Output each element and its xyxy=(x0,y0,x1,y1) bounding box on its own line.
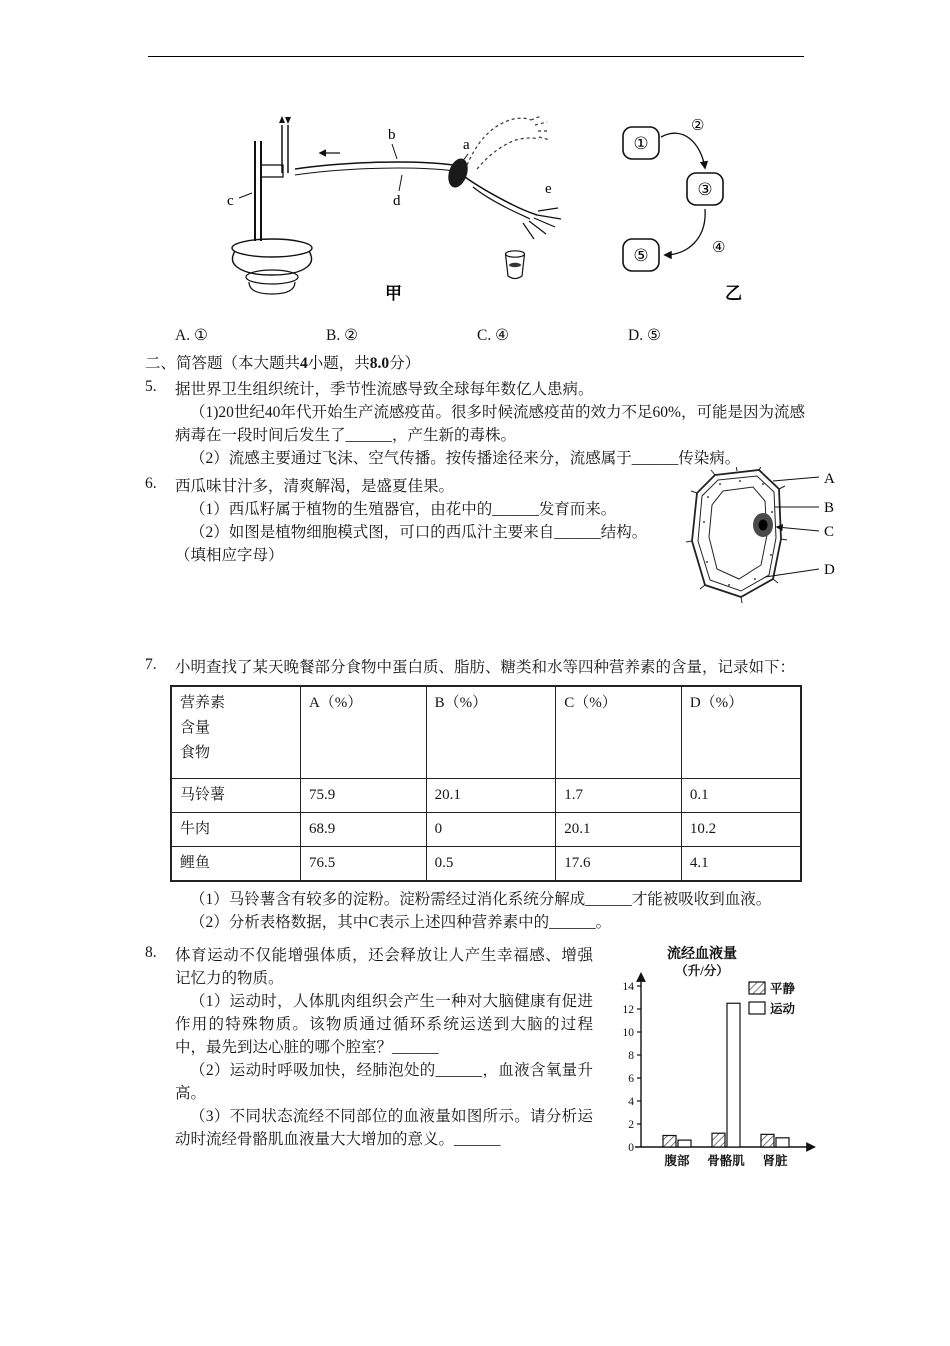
svg-text:骨骼肌: 骨骼肌 xyxy=(707,1153,745,1168)
q6-figure xyxy=(685,467,847,610)
page-content xyxy=(145,57,835,1187)
question-8-part3: （3）不同状态流经不同部位的血液量如图所示。请分析运动时流经骨骼肌血液量大大增加的意义。______ xyxy=(175,1107,593,1148)
label-c: c xyxy=(227,193,234,209)
table-corner-cell xyxy=(171,686,300,778)
flow-node-3: ③ xyxy=(697,180,713,199)
label-jia: 甲 xyxy=(385,284,402,303)
column-header-a: A（%） xyxy=(300,686,426,778)
question-6 xyxy=(145,471,835,610)
svg-text:0: 0 xyxy=(628,1141,634,1154)
svg-text:2: 2 xyxy=(628,1118,634,1131)
corner-line-2: 含量 xyxy=(180,720,211,736)
leader-lines xyxy=(765,477,819,577)
table-cell: 0.1 xyxy=(681,778,801,812)
table-cell: 76.5 xyxy=(300,846,426,881)
section-2-heading xyxy=(145,351,805,373)
corner-line-1: 营养素 xyxy=(180,695,226,711)
question-8-stem: 体育运动不仅能增强体质，还会释放让人产生幸福感、增强记忆力的物质。 xyxy=(175,946,593,987)
question-6-stem: 西瓜味甘汁多，清爽解渴，是盛夏佳果。 xyxy=(175,478,455,495)
svg-text:14: 14 xyxy=(622,980,634,993)
svg-text:运动: 运动 xyxy=(770,1001,796,1016)
question-6-number: 6. xyxy=(145,475,157,492)
dashed-arm-outline xyxy=(467,116,550,169)
question-7-body xyxy=(175,656,805,934)
table-cell: 20.1 xyxy=(556,812,682,846)
table-cell: 20.1 xyxy=(426,778,556,812)
section-question-count: 4 xyxy=(300,355,308,372)
svg-text:12: 12 xyxy=(622,1003,634,1016)
question-7-part2: （2）分析表格数据，其中C表示上述四种营养素中的______。 xyxy=(190,913,612,931)
svg-text:（升/分）: （升/分） xyxy=(675,963,729,978)
question-6-body xyxy=(175,471,835,610)
svg-text:8: 8 xyxy=(628,1049,634,1062)
question-8-part1: （1）运动时，人体肌肉组织会产生一种对大脑健康有促进作用的特殊物质。该物质通过循环系统运送到大脑的过程中，最先到达心脏的哪个腔室？______ xyxy=(175,992,593,1056)
section-heading-suffix: 分） xyxy=(389,355,421,372)
question-5-stem: 据世界卫生组织统计，季节性流感导致全球每年数亿人患病。 xyxy=(175,381,594,398)
question-5-number: 5. xyxy=(145,378,157,395)
table-cell: 4.1 xyxy=(681,846,801,881)
svg-text:10: 10 xyxy=(622,1026,634,1039)
label-b: b xyxy=(388,127,396,143)
cell-label-c: C xyxy=(824,524,835,540)
option-a: A. ① xyxy=(175,327,208,344)
nutrition-table xyxy=(170,685,802,882)
table-cell: 1.7 xyxy=(556,778,682,812)
column-header-c: C（%） xyxy=(556,686,682,778)
question-5 xyxy=(145,378,805,470)
option-c: C. ④ xyxy=(477,327,509,344)
cell-hairs xyxy=(686,467,787,603)
question-5-part1: （1)20世纪40年代开始生产流感疫苗。很多时候流感疫苗的效力不足60%，可能是因为流感病毒在一段时间后发生了______，产生新的毒株。 xyxy=(175,404,805,444)
section-heading-mid: 小题，共 xyxy=(307,355,370,372)
muscle xyxy=(445,156,471,190)
option-b: B. ② xyxy=(326,327,358,344)
table-row xyxy=(171,846,801,881)
question-5-part2: （2）流感主要通过飞沫、空气传播。按传播途径来分，流感属于______传染病。 xyxy=(190,450,741,467)
question4-figure xyxy=(225,113,805,316)
svg-text:流经血液量: 流经血液量 xyxy=(667,946,737,962)
table-cell: 68.9 xyxy=(300,812,426,846)
question-6-note: （填相应字母） xyxy=(175,547,284,564)
svg-text:腹部: 腹部 xyxy=(664,1153,690,1168)
blood-flow-chart xyxy=(599,942,831,1182)
section-score: 8.0 xyxy=(369,355,390,372)
flow-node-5: ⑤ xyxy=(633,246,649,265)
question-5-body xyxy=(175,378,805,470)
svg-text:平静: 平静 xyxy=(770,981,796,996)
table-cell: 0.5 xyxy=(426,846,556,881)
column-header-b: B（%） xyxy=(426,686,556,778)
question-8-body xyxy=(175,944,805,1187)
table-cell: 0 xyxy=(426,812,556,846)
q8-chart-figure xyxy=(599,942,831,1187)
flow-node-1: ① xyxy=(633,134,649,153)
cell-label-b: B xyxy=(824,500,835,516)
table-row xyxy=(171,778,801,812)
option-d: D. ⑤ xyxy=(628,327,661,344)
question-8 xyxy=(145,944,805,1187)
column-header-d: D（%） xyxy=(681,686,801,778)
reflex-apparatus-and-flowchart-diagram xyxy=(225,113,805,311)
flow-arrow-label-2: ② xyxy=(691,118,705,134)
table-header-row xyxy=(171,686,801,778)
food-name: 牛肉 xyxy=(171,812,300,846)
label-e: e xyxy=(545,181,552,197)
question-6-part1: （1）西瓜籽属于植物的生殖器官，由花中的______发育而来。 xyxy=(190,501,617,518)
svg-text:6: 6 xyxy=(628,1072,634,1085)
section-heading-prefix: 二、简答题（本大题共 xyxy=(145,355,301,372)
table-cell: 17.6 xyxy=(556,846,682,881)
svg-text:4: 4 xyxy=(628,1095,634,1108)
nerve-line xyxy=(239,144,468,198)
flow-arrow-label-4: ④ xyxy=(712,240,726,256)
plant-cell-diagram xyxy=(685,467,847,605)
svg-text:肾脏: 肾脏 xyxy=(762,1153,788,1168)
food-name: 鲤鱼 xyxy=(171,846,300,881)
stand xyxy=(232,141,312,294)
question-7-stem: 小明查找了某天晚餐部分食物中蛋白质、脂肪、糖类和水等四种营养素的含量，记录如下： xyxy=(175,659,796,676)
question-7 xyxy=(145,656,805,934)
question4-options xyxy=(175,326,805,345)
food-name: 马铃薯 xyxy=(171,778,300,812)
label-yi: 乙 xyxy=(725,284,742,303)
table-cell: 10.2 xyxy=(681,812,801,846)
nucleolus xyxy=(759,520,768,531)
question-6-part2: （2）如图是植物细胞模式图，可口的西瓜汁主要来自______结构。 xyxy=(190,524,648,541)
label-a: a xyxy=(463,137,470,153)
question-7-number: 7. xyxy=(145,656,157,673)
question-8-part2: （2）运动时呼吸加快，经肺泡处的______，血液含氧量升高。 xyxy=(175,1061,593,1102)
cell-label-a: A xyxy=(824,471,835,487)
question-7-part1: （1）马铃薯含有较多的淀粉。淀粉需经过消化系统分解成______才能被吸收到血液。 xyxy=(190,890,772,908)
corner-line-3: 食物 xyxy=(180,745,211,761)
beaker xyxy=(506,251,525,279)
question-8-number: 8. xyxy=(145,943,157,961)
cell-label-d: D xyxy=(824,562,835,578)
table-row xyxy=(171,812,801,846)
table-cell: 75.9 xyxy=(300,778,426,812)
label-d: d xyxy=(393,193,401,209)
